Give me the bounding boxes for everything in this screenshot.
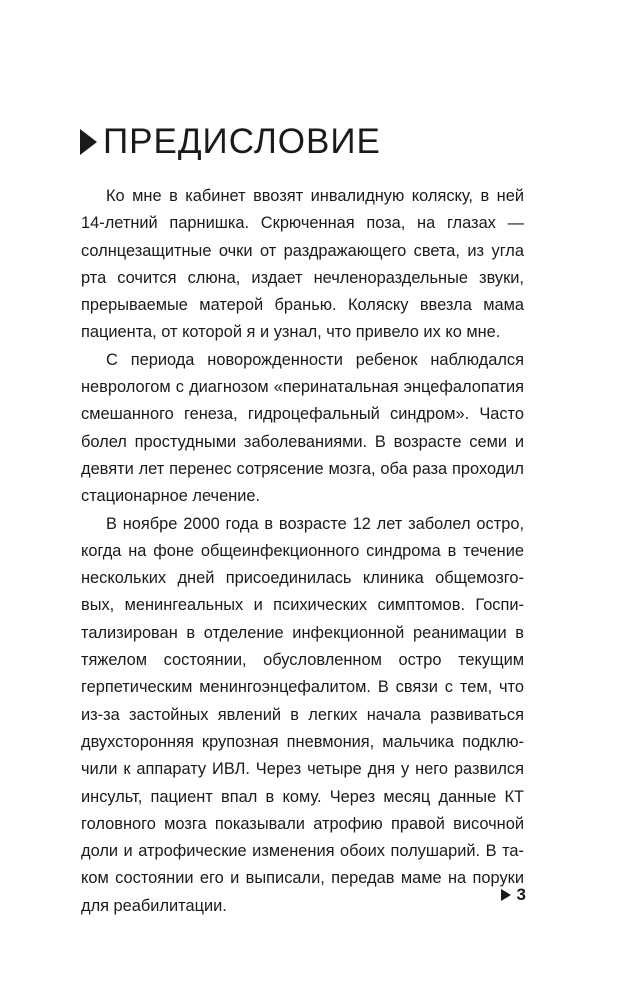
chapter-heading [80, 120, 381, 164]
triangle-marker-icon [80, 129, 97, 155]
page-footer [501, 884, 526, 906]
body-text [81, 183, 524, 920]
chapter-title: ПРЕДИСЛОВИЕ [103, 122, 381, 161]
page-marker-icon [501, 889, 511, 901]
page-number: 3 [516, 885, 526, 904]
paragraph-2: С периода новорожденности ребенок наблюдался неврологом с диагнозом «перинатальная энцефалопатия смешанного генеза, гидроцефальный синдром». Часто болел простудными заболеваниями. В возрасте семи и девяти лет перенес сотрясение мозга, оба раза проходил стационарное лечение. [81, 350, 524, 506]
paragraph-1: Ко мне в кабинет ввозят инвалидную коляску, в ней 14-летний парнишка. Скрюченная поза, на глазах — солнцезащитные очки от раздражающего света, из угла рта сочится слюна, издает нечленораздельные звуки, прерываемые матерой бранью. Коляску ввезла мама пациента, от которой я и узнал, что привело их ко мне. [81, 187, 524, 342]
paragraph-3: В ноябре 2000 года в возрасте 12 лет заболел остро, когда на фоне общеинфекционного синдрома в течение нескольких дней присоединилась клиника общемозговых, менингеальных и психических симптомов. Госпитализирован в отделение инфекционной реанимации в тяжелом состоянии, обусловленном остро текущим герпетическим менингоэнцефалитом. В связи с тем, что из-за застойных явлений в легких начала развиваться двухсторонняя крупозная пневмония, мальчика подключили к аппарату ИВЛ. Через четыре дня у него развился инсульт, пациент впал в кому. Через месяц данные КТ головного мозга показывали атрофию правой височной доли и атрофические изменения обоих полушарий. В таком состоянии его и выписали, передав маме на поруки для реабилитации. [81, 514, 524, 915]
